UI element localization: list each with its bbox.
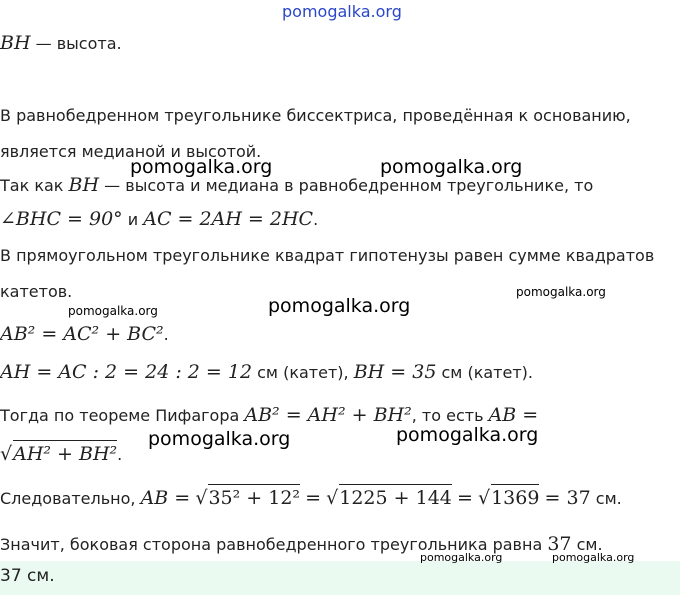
- math-bh-value: BH = 35: [353, 361, 437, 383]
- text: , то есть: [411, 406, 489, 425]
- math-ah: AH = AC : 2 = 24 : 2 = 12: [0, 361, 253, 383]
- text: .: [117, 445, 123, 464]
- text: см (катет),: [252, 363, 354, 382]
- line-median-height: является медианой и высотой.: [0, 142, 262, 161]
- line-sqrt: [0, 440, 122, 467]
- answer-box: [0, 561, 680, 595]
- line-angle: [0, 207, 318, 232]
- text: .: [313, 210, 319, 229]
- watermark[interactable]: pomogalka.org: [420, 551, 503, 564]
- line-bisector: В равнобедренном треугольнике биссектриса, проведённая к основанию,: [0, 106, 631, 125]
- text: Так как: [0, 176, 69, 195]
- math-radicand: AH² + BH²: [13, 440, 117, 466]
- text: см.: [571, 535, 603, 554]
- watermark[interactable]: pomogalka.org: [396, 424, 539, 446]
- line-legs-values: [0, 360, 533, 385]
- watermark[interactable]: pomogalka.org: [552, 551, 635, 564]
- line-bh-height: [0, 31, 122, 56]
- sqrt-sign: √: [195, 487, 208, 509]
- math-eq: =: [456, 487, 473, 509]
- text: см (катет).: [436, 363, 533, 382]
- watermark[interactable]: pomogalka.org: [516, 285, 606, 299]
- watermark[interactable]: pomogalka.org: [130, 156, 273, 178]
- line-legs: катетов.: [0, 282, 73, 301]
- line-pythagoras-formula: [0, 322, 169, 347]
- math-radicand: 1369: [491, 484, 539, 510]
- math-ac: AC = 2AH = 2HC: [143, 208, 314, 230]
- math-formula: AB² = AH² + BH²: [244, 404, 412, 426]
- math-ab: AB =: [488, 404, 539, 426]
- text: .: [163, 325, 169, 344]
- line-therefore: [0, 484, 622, 511]
- answer-text: 37 см.: [0, 566, 55, 586]
- math-eq: =: [305, 487, 322, 509]
- watermark[interactable]: pomogalka.org: [148, 428, 291, 450]
- watermark[interactable]: pomogalka.org: [68, 304, 158, 318]
- math-bh: BH: [68, 174, 100, 196]
- text: Следовательно,: [0, 489, 141, 508]
- line-right-triangle: В прямоугольном треугольнике квадрат гипотенузы равен сумме квадратов: [0, 246, 655, 265]
- math-result: = 37: [544, 487, 591, 509]
- math-formula: AB² = AC² + BC²: [0, 323, 164, 345]
- math-37: 37: [547, 533, 572, 555]
- watermark[interactable]: pomogalka.org: [282, 2, 402, 21]
- text: Тогда по теореме Пифагора: [0, 406, 245, 425]
- sqrt-sign: √: [326, 487, 339, 509]
- watermark[interactable]: pomogalka.org: [380, 156, 523, 178]
- text: см.: [590, 489, 622, 508]
- sqrt-sign: √: [477, 487, 491, 509]
- math-angle: ∠BHC = 90°: [0, 208, 123, 230]
- line-conclusion: [0, 532, 603, 557]
- math-radicand: 35² + 12²: [208, 484, 300, 510]
- math-bh: BH: [0, 32, 31, 54]
- watermark[interactable]: pomogalka.org: [268, 295, 411, 317]
- sqrt-sign: √: [0, 443, 13, 465]
- math-ab: AB =: [140, 487, 191, 509]
- text: — высота.: [30, 34, 122, 53]
- text: и: [122, 210, 144, 229]
- text: Значит, боковая сторона равнобедренного треугольника равна: [0, 535, 548, 554]
- math-radicand: 1225 + 144: [339, 484, 452, 510]
- text: — высота и медиана в равнобедренном треугольнике, то: [99, 176, 594, 195]
